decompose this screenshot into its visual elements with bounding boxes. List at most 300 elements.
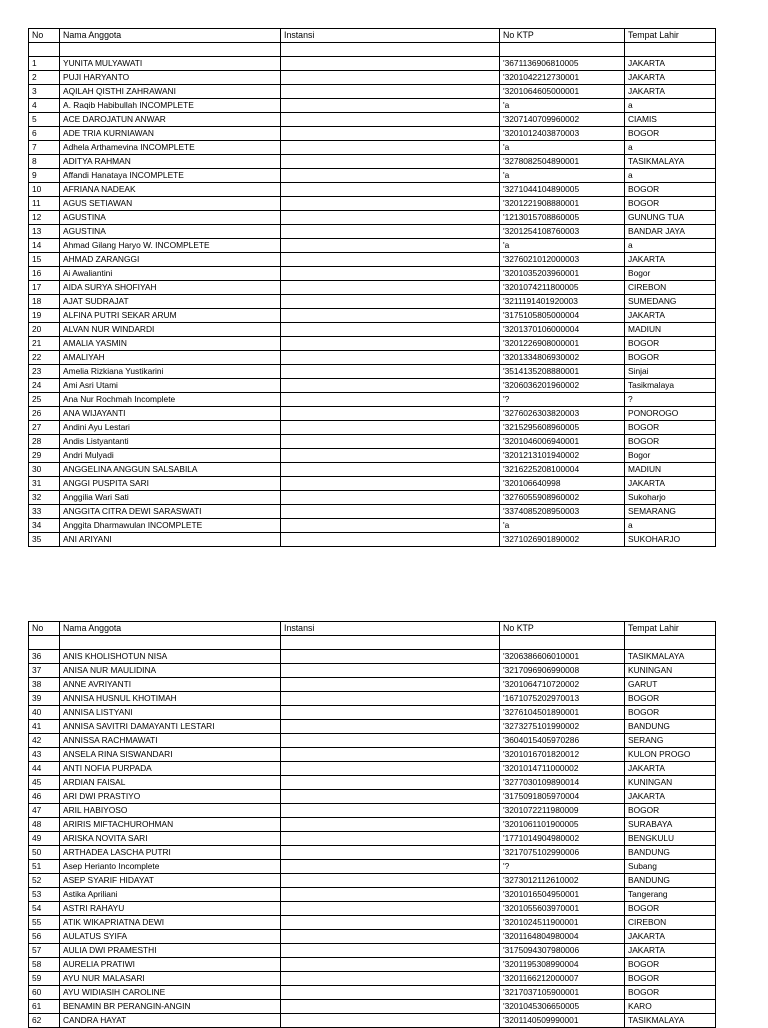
cell-birthplace: KULON PROGO (625, 748, 716, 762)
cell-name: ANNISA SAVITRI DAMAYANTI LESTARI (60, 720, 281, 734)
cell-no: 17 (29, 281, 60, 295)
table-row (29, 776, 716, 790)
cell-name: ANIS KHOLISHOTUN NISA (60, 650, 281, 664)
cell-birthplace: BOGOR (625, 706, 716, 720)
cell-name: Adhela Arthamevina INCOMPLETE (60, 141, 281, 155)
cell-no: 46 (29, 790, 60, 804)
cell-birthplace: JAKARTA (625, 477, 716, 491)
cell-ktp: '3201166212000007 (500, 972, 625, 986)
cell-no: 43 (29, 748, 60, 762)
cell-ktp: '? (500, 393, 625, 407)
cell-ktp: '3201014711000002 (500, 762, 625, 776)
cell-no: 35 (29, 533, 60, 547)
cell-ktp: '3201370106000004 (500, 323, 625, 337)
table-row (29, 706, 716, 720)
cell-birthplace: BANDAR JAYA (625, 225, 716, 239)
header-name: Nama Anggota (60, 29, 281, 43)
table-row (29, 449, 716, 463)
cell-institution (281, 281, 500, 295)
cell-no: 41 (29, 720, 60, 734)
cell-no: 14 (29, 239, 60, 253)
cell-institution (281, 930, 500, 944)
cell-ktp: '3201254108760003 (500, 225, 625, 239)
cell-birthplace: Bogor (625, 267, 716, 281)
cell-no: 59 (29, 972, 60, 986)
blank-row (29, 636, 716, 650)
cell-ktp: '320106640998 (500, 477, 625, 491)
cell-institution (281, 155, 500, 169)
cell-institution (281, 309, 500, 323)
cell-ktp: '3374085208950003 (500, 505, 625, 519)
table-row (29, 874, 716, 888)
cell-name: AGUS SETIAWAN (60, 197, 281, 211)
header-birthplace: Tempat Lahir (625, 29, 716, 43)
cell-no: 15 (29, 253, 60, 267)
header-institution: Instansi (281, 29, 500, 43)
table-row (29, 519, 716, 533)
table-row (29, 832, 716, 846)
cell-institution (281, 253, 500, 267)
cell-name: AHMAD ZARANGGI (60, 253, 281, 267)
cell-name: ARIL HABIYOSO (60, 804, 281, 818)
table-row (29, 664, 716, 678)
header-ktp: No KTP (500, 622, 625, 636)
cell-birthplace: JAKARTA (625, 762, 716, 776)
cell-name: AULIA DWI PRAMESTHI (60, 944, 281, 958)
cell-name: ANSELA RINA SISWANDARI (60, 748, 281, 762)
cell-institution (281, 888, 500, 902)
cell-no: 28 (29, 435, 60, 449)
cell-institution (281, 225, 500, 239)
cell-name: ARI DWI PRASTIYO (60, 790, 281, 804)
cell-name: AYU WIDIASIH CAROLINE (60, 986, 281, 1000)
cell-birthplace: BOGOR (625, 986, 716, 1000)
cell-ktp: '3273012112610002 (500, 874, 625, 888)
cell-no: 13 (29, 225, 60, 239)
cell-birthplace: Tasikmalaya (625, 379, 716, 393)
cell-institution (281, 57, 500, 71)
cell-name: ADE TRIA KURNIAWAN (60, 127, 281, 141)
blank-row (29, 43, 716, 57)
table-row (29, 790, 716, 804)
cell-ktp: '3201016701820012 (500, 748, 625, 762)
cell-name: ANGGITA CITRA DEWI SARASWATI (60, 505, 281, 519)
cell-ktp: '3215295608960005 (500, 421, 625, 435)
cell-birthplace: Tangerang (625, 888, 716, 902)
header-ktp: No KTP (500, 29, 625, 43)
cell-no: 29 (29, 449, 60, 463)
cell-birthplace: MADIUN (625, 463, 716, 477)
cell-no: 33 (29, 505, 60, 519)
cell-no: 55 (29, 916, 60, 930)
cell-institution (281, 519, 500, 533)
cell-birthplace: TASIKMALAYA (625, 650, 716, 664)
cell-institution (281, 874, 500, 888)
table-row (29, 239, 716, 253)
cell-institution (281, 169, 500, 183)
cell-institution (281, 832, 500, 846)
cell-name: Ahmad Gilang Haryo W. INCOMPLETE (60, 239, 281, 253)
cell-birthplace: Sinjai (625, 365, 716, 379)
cell-ktp: '3201042212730001 (500, 71, 625, 85)
cell-institution (281, 337, 500, 351)
cell-name: BENAMIN BR PERANGIN-ANGIN (60, 1000, 281, 1014)
cell-name: AMALIYAH (60, 351, 281, 365)
cell-institution (281, 762, 500, 776)
cell-ktp: '3271026901890002 (500, 533, 625, 547)
table-row (29, 421, 716, 435)
header-institution: Instansi (281, 622, 500, 636)
cell-birthplace: KUNINGAN (625, 776, 716, 790)
cell-birthplace: a (625, 169, 716, 183)
cell-institution (281, 71, 500, 85)
cell-name: ASEP SYARIF HIDAYAT (60, 874, 281, 888)
cell-ktp: 'a (500, 169, 625, 183)
cell-ktp: '3201072211980009 (500, 804, 625, 818)
cell-ktp: '3201055603970001 (500, 902, 625, 916)
cell-birthplace: BOGOR (625, 183, 716, 197)
cell-ktp: 'a (500, 519, 625, 533)
cell-name: ANI ARIYANI (60, 533, 281, 547)
cell-name: Anggita Dharmawulan INCOMPLETE (60, 519, 281, 533)
cell-ktp: '3217037105900001 (500, 986, 625, 1000)
cell-ktp: '3604015405970286 (500, 734, 625, 748)
table-row (29, 351, 716, 365)
table-row (29, 958, 716, 972)
cell-birthplace: Subang (625, 860, 716, 874)
cell-name: AGUSTINA (60, 211, 281, 225)
table-row (29, 762, 716, 776)
table-row (29, 986, 716, 1000)
cell-birthplace: JAKARTA (625, 790, 716, 804)
cell-institution (281, 902, 500, 916)
cell-no: 10 (29, 183, 60, 197)
cell-name: AYU NUR MALASARI (60, 972, 281, 986)
cell-name: ANNISSA RACHMAWATI (60, 734, 281, 748)
cell-institution (281, 351, 500, 365)
cell-no: 53 (29, 888, 60, 902)
cell-institution (281, 323, 500, 337)
cell-birthplace: a (625, 519, 716, 533)
cell-institution (281, 804, 500, 818)
cell-no: 57 (29, 944, 60, 958)
cell-ktp: '3201035203960001 (500, 267, 625, 281)
cell-institution (281, 860, 500, 874)
table-row (29, 295, 716, 309)
cell-name: A. Raqib Habibullah INCOMPLETE (60, 99, 281, 113)
cell-ktp: '3175094307980006 (500, 944, 625, 958)
cell-institution (281, 365, 500, 379)
cell-no: 37 (29, 664, 60, 678)
cell-no: 45 (29, 776, 60, 790)
cell-birthplace: GUNUNG TUA (625, 211, 716, 225)
cell-name: ANNE AVRIYANTI (60, 678, 281, 692)
cell-name: Affandi Hanataya INCOMPLETE (60, 169, 281, 183)
cell-name: Ai Awaliantini (60, 267, 281, 281)
cell-no: 50 (29, 846, 60, 860)
cell-no: 54 (29, 902, 60, 916)
cell-birthplace: BOGOR (625, 351, 716, 365)
cell-ktp: '3201024511900001 (500, 916, 625, 930)
cell-institution (281, 1014, 500, 1028)
cell-birthplace: CIAMIS (625, 113, 716, 127)
cell-institution (281, 818, 500, 832)
cell-no: 48 (29, 818, 60, 832)
cell-name: ARIRIS MIFTACHUROHMAN (60, 818, 281, 832)
cell-birthplace: TASIKMALAYA (625, 155, 716, 169)
cell-birthplace: SERANG (625, 734, 716, 748)
cell-birthplace: SUKOHARJO (625, 533, 716, 547)
cell-ktp: '3201074211800005 (500, 281, 625, 295)
table-row (29, 71, 716, 85)
table-row (29, 169, 716, 183)
cell-ktp: '3201221908880001 (500, 197, 625, 211)
cell-no: 39 (29, 692, 60, 706)
cell-ktp: '3201226908000001 (500, 337, 625, 351)
table-row (29, 113, 716, 127)
cell-institution (281, 692, 500, 706)
cell-name: Anggilia Wari Sati (60, 491, 281, 505)
cell-institution (281, 183, 500, 197)
cell-institution (281, 986, 500, 1000)
cell-ktp: '3277030109890014 (500, 776, 625, 790)
cell-ktp: '3276055908960002 (500, 491, 625, 505)
cell-ktp: '3201045306650005 (500, 1000, 625, 1014)
cell-no: 23 (29, 365, 60, 379)
table-row (29, 491, 716, 505)
table-row (29, 972, 716, 986)
cell-no: 4 (29, 99, 60, 113)
cell-name: AFRIANA NADEAK (60, 183, 281, 197)
cell-institution (281, 958, 500, 972)
table-row (29, 678, 716, 692)
table-row (29, 748, 716, 762)
cell-institution (281, 533, 500, 547)
cell-ktp: '3514135208880001 (500, 365, 625, 379)
cell-birthplace: JAKARTA (625, 57, 716, 71)
cell-no: 32 (29, 491, 60, 505)
cell-birthplace: BENGKULU (625, 832, 716, 846)
table-row (29, 533, 716, 547)
cell-ktp: '1771014904980002 (500, 832, 625, 846)
cell-birthplace: SUMEDANG (625, 295, 716, 309)
table-row (29, 281, 716, 295)
cell-birthplace: Bogor (625, 449, 716, 463)
cell-ktp: '3201064710720002 (500, 678, 625, 692)
table-row (29, 435, 716, 449)
cell-name: Asep Herianto Incomplete (60, 860, 281, 874)
cell-ktp: 'a (500, 141, 625, 155)
cell-institution (281, 463, 500, 477)
cell-institution (281, 916, 500, 930)
cell-birthplace: BOGOR (625, 197, 716, 211)
cell-birthplace: BANDUNG (625, 720, 716, 734)
cell-name: ARTHADEA LASCHA PUTRI (60, 846, 281, 860)
table-row (29, 57, 716, 71)
cell-ktp: '3201164804980004 (500, 930, 625, 944)
table-row (29, 127, 716, 141)
cell-name: Ami Asri Utami (60, 379, 281, 393)
table-row (29, 379, 716, 393)
cell-no: 44 (29, 762, 60, 776)
cell-ktp: '3201140509990001 (500, 1014, 625, 1028)
cell-no: 3 (29, 85, 60, 99)
table-row (29, 225, 716, 239)
header-no: No (29, 29, 60, 43)
cell-institution (281, 435, 500, 449)
table-row (29, 1000, 716, 1014)
cell-birthplace: BOGOR (625, 958, 716, 972)
cell-ktp: '3201334806930002 (500, 351, 625, 365)
cell-institution (281, 748, 500, 762)
cell-ktp: '1671075202970013 (500, 692, 625, 706)
cell-birthplace: CIREBON (625, 916, 716, 930)
cell-name: AULATUS SYIFA (60, 930, 281, 944)
cell-birthplace: Sukoharjo (625, 491, 716, 505)
cell-institution (281, 379, 500, 393)
cell-no: 19 (29, 309, 60, 323)
cell-no: 42 (29, 734, 60, 748)
table-row (29, 846, 716, 860)
cell-no: 20 (29, 323, 60, 337)
cell-ktp: '3278082504890001 (500, 155, 625, 169)
cell-no: 40 (29, 706, 60, 720)
cell-no: 18 (29, 295, 60, 309)
cell-institution (281, 85, 500, 99)
cell-name: AJAT SUDRAJAT (60, 295, 281, 309)
table-row (29, 860, 716, 874)
cell-name: ANA WIJAYANTI (60, 407, 281, 421)
cell-institution (281, 127, 500, 141)
table-row (29, 393, 716, 407)
cell-ktp: '3217096906990008 (500, 664, 625, 678)
cell-name: AURELIA PRATIWI (60, 958, 281, 972)
cell-birthplace: JAKARTA (625, 930, 716, 944)
cell-institution (281, 477, 500, 491)
cell-ktp: '3201213101940002 (500, 449, 625, 463)
cell-institution (281, 1000, 500, 1014)
cell-birthplace: BOGOR (625, 421, 716, 435)
cell-institution (281, 113, 500, 127)
cell-institution (281, 706, 500, 720)
cell-name: CANDRA HAYAT (60, 1014, 281, 1028)
cell-ktp: '3273275101990002 (500, 720, 625, 734)
cell-no: 24 (29, 379, 60, 393)
cell-name: Andini Ayu Lestari (60, 421, 281, 435)
cell-institution (281, 790, 500, 804)
table-row (29, 183, 716, 197)
table-row (29, 155, 716, 169)
cell-no: 62 (29, 1014, 60, 1028)
cell-name: PUJI HARYANTO (60, 71, 281, 85)
cell-ktp: '3276021012000003 (500, 253, 625, 267)
cell-ktp: '3211191401920003 (500, 295, 625, 309)
cell-no: 52 (29, 874, 60, 888)
cell-birthplace: BANDUNG (625, 846, 716, 860)
cell-no: 16 (29, 267, 60, 281)
cell-name: ANGGELINA ANGGUN SALSABILA (60, 463, 281, 477)
cell-institution (281, 239, 500, 253)
cell-birthplace: KUNINGAN (625, 664, 716, 678)
table-row (29, 916, 716, 930)
cell-name: Andis Listyantanti (60, 435, 281, 449)
table-row (29, 902, 716, 916)
cell-no: 58 (29, 958, 60, 972)
cell-ktp: '? (500, 860, 625, 874)
cell-name: ANGGI PUSPITA SARI (60, 477, 281, 491)
cell-birthplace: KARO (625, 1000, 716, 1014)
cell-institution (281, 393, 500, 407)
header-row (29, 622, 716, 636)
cell-institution (281, 650, 500, 664)
cell-institution (281, 407, 500, 421)
table-row (29, 650, 716, 664)
cell-no: 2 (29, 71, 60, 85)
cell-ktp: '3206036201960002 (500, 379, 625, 393)
cell-institution (281, 776, 500, 790)
cell-institution (281, 99, 500, 113)
table-row (29, 1014, 716, 1028)
header-no: No (29, 622, 60, 636)
cell-birthplace: PONOROGO (625, 407, 716, 421)
cell-birthplace: JAKARTA (625, 309, 716, 323)
table-row (29, 692, 716, 706)
table-row (29, 734, 716, 748)
cell-birthplace: JAKARTA (625, 253, 716, 267)
cell-institution (281, 211, 500, 225)
cell-name: Ana Nur Rochmah Incomplete (60, 393, 281, 407)
cell-name: ALFINA PUTRI SEKAR ARUM (60, 309, 281, 323)
cell-no: 6 (29, 127, 60, 141)
cell-no: 26 (29, 407, 60, 421)
table-row (29, 930, 716, 944)
cell-no: 31 (29, 477, 60, 491)
cell-no: 5 (29, 113, 60, 127)
table-row (29, 267, 716, 281)
cell-institution (281, 664, 500, 678)
table-row (29, 477, 716, 491)
cell-institution (281, 972, 500, 986)
cell-birthplace: BANDUNG (625, 874, 716, 888)
cell-name: ANNISA HUSNUL KHOTIMAH (60, 692, 281, 706)
cell-birthplace: TASIKMALAYA (625, 1014, 716, 1028)
cell-birthplace: BOGOR (625, 337, 716, 351)
cell-birthplace: CIREBON (625, 281, 716, 295)
table-row (29, 944, 716, 958)
cell-birthplace: GARUT (625, 678, 716, 692)
cell-no: 56 (29, 930, 60, 944)
header-name: Nama Anggota (60, 622, 281, 636)
cell-ktp: '3175091805970004 (500, 790, 625, 804)
table-row (29, 804, 716, 818)
table-row (29, 720, 716, 734)
cell-ktp: '3175105805000004 (500, 309, 625, 323)
cell-birthplace: SEMARANG (625, 505, 716, 519)
cell-name: Andri Mulyadi (60, 449, 281, 463)
table-row (29, 888, 716, 902)
table-row (29, 253, 716, 267)
table-row (29, 99, 716, 113)
cell-birthplace: BOGOR (625, 435, 716, 449)
cell-ktp: '3201016504950001 (500, 888, 625, 902)
cell-ktp: '3201064605000001 (500, 85, 625, 99)
cell-ktp: '1213015708860005 (500, 211, 625, 225)
cell-no: 27 (29, 421, 60, 435)
table-row (29, 309, 716, 323)
cell-ktp: '3276104501890001 (500, 706, 625, 720)
cell-no: 9 (29, 169, 60, 183)
member-table-1 (28, 28, 716, 547)
